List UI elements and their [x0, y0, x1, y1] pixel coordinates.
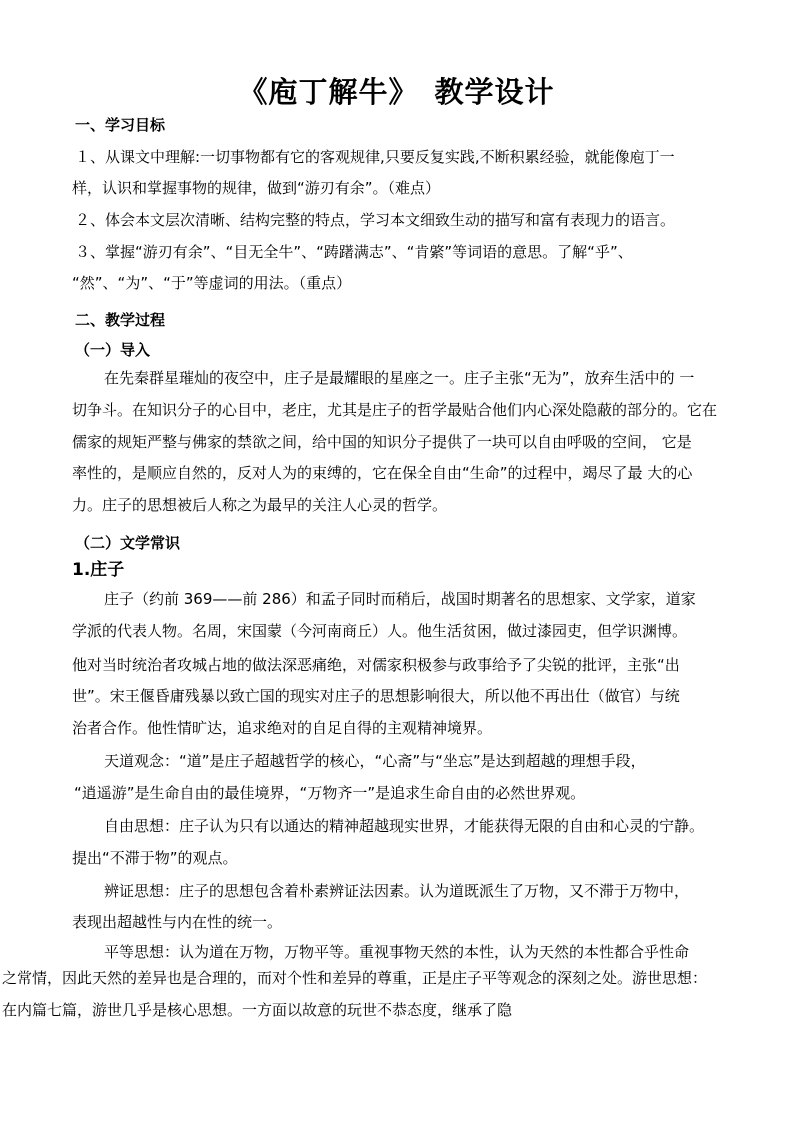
tiandao-paragraph-line: “逍遥游”是生命自由的最佳境界，“万物齐一”是追求生命自由的必然世界观。: [74, 784, 586, 802]
intro-paragraph-line: 儒家的规矩严整与佛家的禁欲之间，给中国的知识分子提供了一块可以自由呼吸的空间， 它是: [72, 433, 692, 451]
dialectic-paragraph-line: 表现出超越性与内在性的统一。: [72, 913, 283, 931]
objective-line: １、从课文中理解:一切事物都有它的客观规律,只要反复实践,不断积累经验，就能像庖丁一: [75, 148, 675, 166]
zhuangzi-paragraph-line: 世”。宋王偃昏庸残暴以致亡国的现实对庄子的思想影响很大，所以他不再出仕（做官）与统: [72, 687, 680, 705]
tiandao-paragraph-line: 天道观念：“道”是庄子超越哲学的核心，“心斋”与“坐忘”是达到超越的理想手段，: [104, 752, 646, 770]
objective-line: “然”、“为”、“于”等虚词的用法。（重点）: [72, 274, 352, 292]
zhuangzi-paragraph-line: 学派的代表人物。名周，宋国蒙（今河南商丘）人。他生活贫困，做过漆园吏，但学识渊博。: [72, 622, 688, 640]
zhuangzi-paragraph-line: 庄子（约前 369——前 286）和孟子同时而稍后，战国时期著名的思想家、文学家，道家: [104, 590, 696, 608]
objective-line: ２、体会本文层次清晰、结构完整的特点，学习本文细致生动的描写和富有表现力的语言。: [75, 211, 676, 229]
intro-paragraph-line: 切争斗。在知识分子的心目中，老庄，尤其是庄子的哲学最贴合他们内心深处隐蔽的部分的。它在: [72, 401, 718, 419]
subsection-heading-intro: （一）导入: [75, 341, 151, 359]
objective-line: 样，认识和掌握事物的规律，做到“游刃有余”。（难点）: [72, 179, 441, 197]
title-main: 《庖丁解牛》: [238, 75, 419, 109]
objective-line: ３、掌握“游刃有余”、“目无全牛”、“踌躇满志”、“肯綮”等词语的意思。了解“乎”、: [75, 243, 633, 261]
zhuangzi-paragraph-line: 治者合作。他性情旷达，追求绝对的自足自得的主观精神境界。: [72, 719, 493, 737]
subsection-heading-literature: （二）文学常识: [75, 534, 181, 552]
freedom-paragraph-line: 自由思想：庄子认为只有以通达的精神超越现实世界，才能获得无限的自由和心灵的宁静。: [104, 817, 705, 835]
equality-paragraph-line: 之常情，因此天然的差异也是合理的，而对个性和差异的尊重，正是庄子平等观念的深刻之处。游世思想：: [2, 969, 708, 987]
equality-paragraph-line: 在内篇七篇，游世几乎是核心思想。一方面以故意的玩世不恭态度，继承了隐: [2, 1001, 513, 1019]
equality-paragraph-line: 平等思想：认为道在万物，万物平等。重视事物天然的本性，认为天然的本性都合乎性命: [104, 943, 690, 961]
subsection-heading-zhuangzi: 1.庄子: [72, 560, 125, 580]
intro-paragraph-line: 在先秦群星璀灿的夜空中，庄子是最耀眼的星座之一。庄子主张“无为”，放弃生活中的 一: [104, 369, 695, 387]
intro-paragraph-line: 力。庄子的思想被后人称之为最早的关注人心灵的哲学。: [72, 496, 448, 514]
freedom-paragraph-line: 提出“不滞于物”的观点。: [72, 849, 238, 867]
dialectic-paragraph-line: 辨证思想：庄子的思想包含着朴素辨证法因素。认为道既派生了万物，又不滞于万物中，: [104, 882, 690, 900]
section-heading-objectives: 一、学习目标: [75, 116, 166, 134]
zhuangzi-paragraph-line: 他对当时统治者攻城占地的做法深恶痛绝，对儒家积极参与政事给予了尖锐的批评，主张“出: [72, 656, 680, 674]
document-title: [0, 70, 793, 111]
title-suffix: 教学设计: [434, 75, 555, 109]
intro-paragraph-line: 率性的，是顺应自然的，反对人为的束缚的，它在保全自由“生命”的过程中，竭尽了最 大的心: [72, 464, 693, 482]
section-heading-process: 二、教学过程: [75, 311, 166, 329]
